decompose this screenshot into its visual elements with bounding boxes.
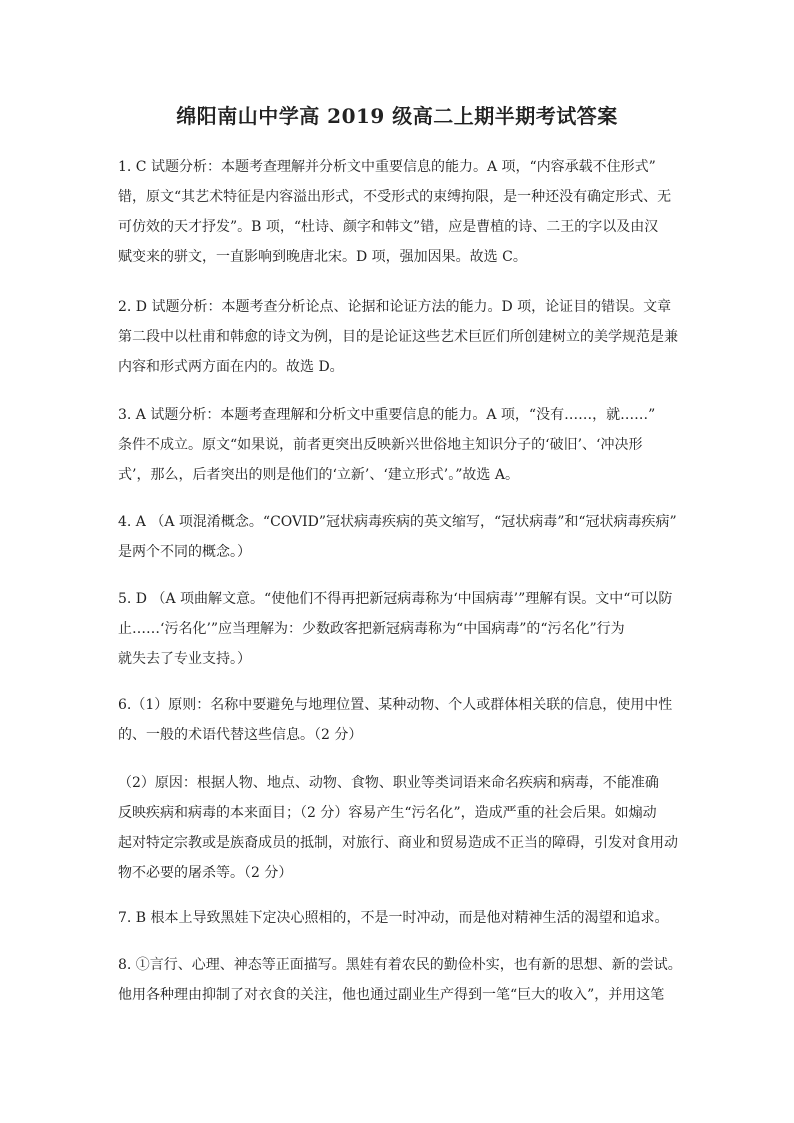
answer-8 xyxy=(118,950,686,1010)
answer-2 xyxy=(118,292,686,382)
answer-line: 可仿效的天才抒发”。B 项，“杜诗、颜字和韩文”错，应是曹植的诗、二王的字以及由汉 xyxy=(118,219,659,235)
answer-line: 起对特定宗教或是族裔成员的抵制，对旅行、商业和贸易造成不正当的障碍，引发对食用动 xyxy=(118,835,678,851)
answer-6-1 xyxy=(118,690,686,750)
answer-line: 第二段中以杜甫和韩愈的诗文为例，目的是论证这些艺术巨匠们所创建树立的美学规范是兼 xyxy=(118,329,678,345)
answer-line: 4. A （A 项混淆概念。“COVID”冠状病毒疾病的英文缩写，“冠状病毒”和“冠状病毒疾病” xyxy=(118,514,677,530)
answer-line: 的、一般的术语代替这些信息。（2 分） xyxy=(118,727,363,743)
answer-line: 式’，那么，后者突出的则是他们的‘立新’、‘建立形式’。”故选 A。 xyxy=(118,467,519,483)
answer-line: 5. D （A 项曲解文意。“使他们不得再把新冠病毒称为‘中国病毒’”理解有误。文中“可以防 xyxy=(118,591,673,607)
answer-line: 反映疾病和病毒的本来面目；（2 分）容易产生“污名化”，造成严重的社会后果。如煽动 xyxy=(118,805,657,821)
answer-3 xyxy=(118,400,686,490)
answer-7 xyxy=(118,903,686,933)
answer-line: 3. A 试题分析：本题考查理解和分析文中重要信息的能力。A 项，“没有……，就……” xyxy=(118,407,656,423)
answer-6-2 xyxy=(118,768,686,888)
answer-line: 赋变来的骈文，一直影响到晚唐北宋。D 项，强加因果。故选 C。 xyxy=(118,249,527,265)
answer-line: 止……‘污名化’”应当理解为：少数政客把新冠病毒称为“中国病毒”的“污名化”行为 xyxy=(118,621,625,637)
answer-line: 8. ①言行、心理、神态等正面描写。黑娃有着农民的勤俭朴实，也有新的思想、新的尝试。 xyxy=(118,957,682,973)
answer-line: 错，原文“其艺术特征是内容溢出形式，不受形式的束缚拘限，是一种还没有确定形式、无 xyxy=(118,189,672,205)
answer-line: 2. D 试题分析：本题考查分析论点、论据和论证方法的能力。D 项，论证目的错误。文章 xyxy=(118,299,672,315)
page-title: 绵阳南山中学高 2019 级高二上期半期考试答案 xyxy=(176,104,618,128)
answer-line: 物不必要的屠杀等。（2 分） xyxy=(118,865,293,881)
answer-line: 内容和形式两方面在内的。故选 D。 xyxy=(118,359,344,375)
answer-line: 是两个不同的概念。） xyxy=(118,544,251,560)
answer-4 xyxy=(118,507,686,567)
answer-5 xyxy=(118,584,686,674)
answer-line: 1. C 试题分析：本题考查理解并分析文中重要信息的能力。A 项，“内容承载不住形式” xyxy=(118,159,656,175)
answer-line: 6.（1）原则：名称中要避免与地理位置、某种动物、个人或群体相关联的信息，使用中性 xyxy=(118,697,673,713)
answer-line: 他用各种理由抑制了对衣食的关注，他也通过副业生产得到一笔“巨大的收入”，并用这笔 xyxy=(118,987,665,1003)
answer-line: （2）原因：根据人物、地点、动物、食物、职业等类词语来命名疾病和病毒，不能准确 xyxy=(118,775,659,791)
answer-line: 7. B 根本上导致黑娃下定决心照相的，不是一时冲动，而是他对精神生活的渴望和追求。 xyxy=(118,910,669,926)
answer-line: 条件不成立。原文“如果说，前者更突出反映新兴世俗地主知识分子的‘破旧’、‘冲决形 xyxy=(118,437,643,453)
answer-1 xyxy=(118,152,686,272)
answer-line: 就失去了专业支持。） xyxy=(118,651,251,667)
